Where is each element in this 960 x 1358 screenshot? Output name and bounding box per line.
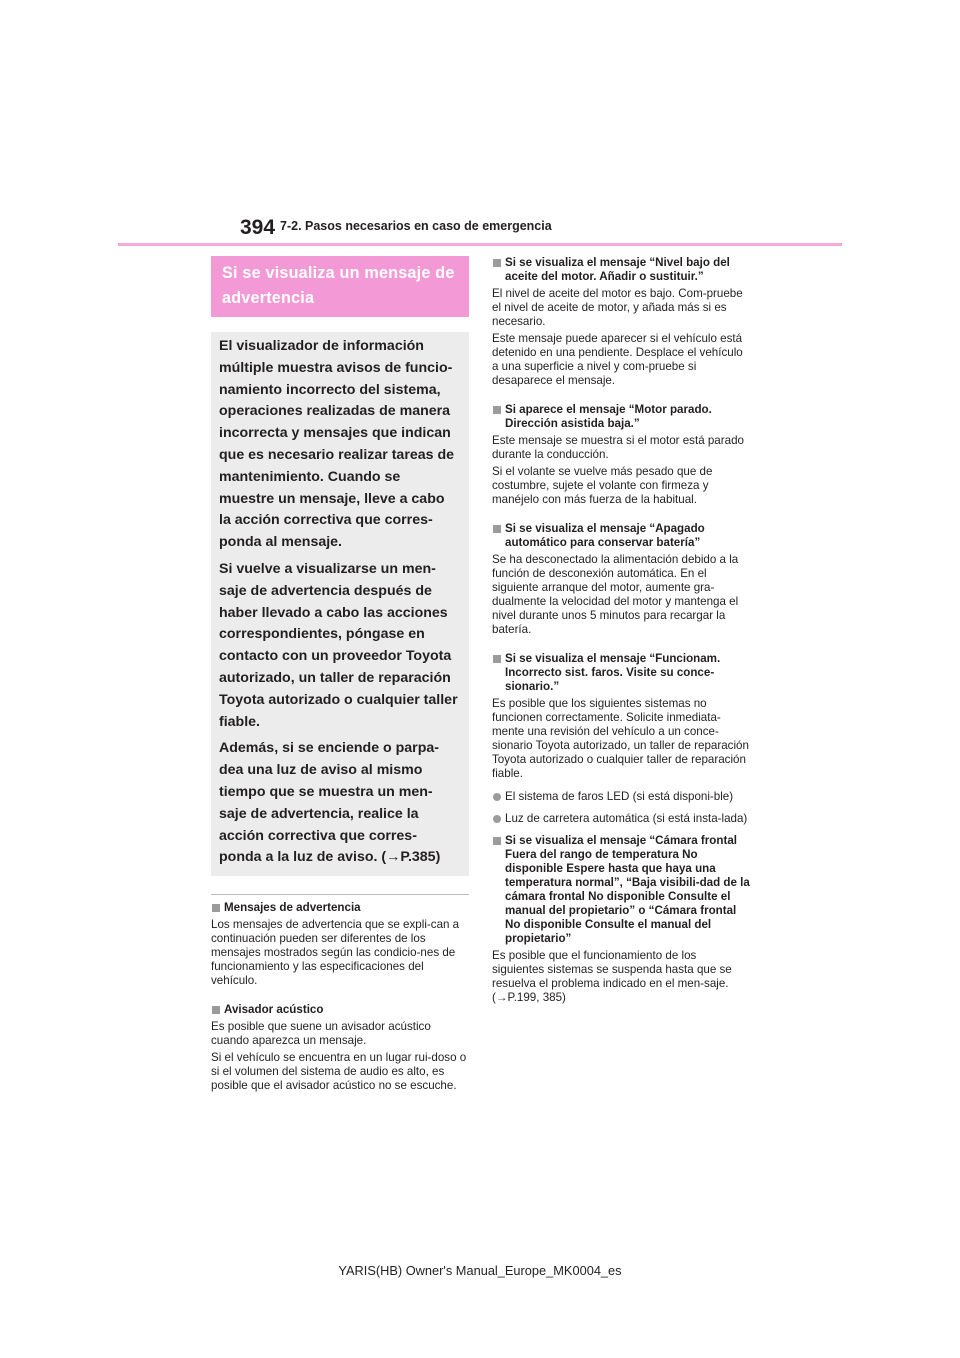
square-bullet-icon <box>212 904 220 912</box>
block-heading: Si aparece el mensaje “Motor parado. Dirección asistida baja.” <box>492 403 750 431</box>
section-title: 7-2. Pasos necesarios en caso de emergencia <box>280 219 552 233</box>
body-paragraph: Este mensaje puede aparecer si el vehículo está detenido en una pendiente. Desplace el vehículo a una superficie a nivel y com-pruebe si desaparece el mensaje. <box>492 332 743 387</box>
body-paragraph: Se ha desconectado la alimentación debido a la función de desconexión automática. En el siguiente arranque del motor, aumente gra-dualmente la velocidad del motor y mantenga el nivel durante unos 5 minutos para recargar la batería. <box>492 553 739 636</box>
body-paragraph: Los mensajes de advertencia que se expli-can a continuación pueden ser diferentes de los mensajes mostrados según las condicio-nes de funcionamiento y las especificaciones del vehículo. <box>211 918 460 988</box>
header-rule <box>118 243 842 246</box>
callout-paragraph: Si vuelve a visualizarse un men-saje de advertencia después de haber llevado a cabo las acciones correspondientes, póngase en contacto con un proveedor Toyota autorizado, un taller de reparación Toyota autorizado o cualquier taller fiable. <box>219 560 458 730</box>
intro-callout <box>211 332 469 876</box>
section-banner: Si se visualiza un mensaje de advertencia <box>211 256 469 317</box>
block-heading: Mensajes de advertencia <box>211 901 469 915</box>
info-block <box>492 522 750 637</box>
circle-bullet-icon <box>493 815 501 823</box>
info-block <box>492 403 750 507</box>
square-bullet-icon <box>212 1006 220 1014</box>
body-paragraph: Si el vehículo se encuentra en un lugar rui-doso o si el volumen del sistema de audio es alto, es posible que el avisador acústico no se escuche. <box>211 1051 467 1093</box>
list-item: Luz de carretera automática (si está insta-lada) <box>492 812 750 826</box>
circle-bullet-icon <box>493 793 501 801</box>
footer-manual-id: YARIS(HB) Owner's Manual_Europe_MK0004_es <box>338 1263 622 1278</box>
info-block <box>492 256 750 388</box>
info-block <box>492 834 750 1005</box>
body-paragraph: Este mensaje se muestra si el motor está parado durante la conducción. <box>492 434 744 461</box>
square-bullet-icon <box>493 655 501 663</box>
body-paragraph: Es posible que suene un avisador acústico cuando aparezca un mensaje. <box>211 1020 431 1048</box>
body-paragraph: Es posible que los siguientes sistemas no funcionen correctamente. Solicite inmediata-mente una revisión del vehículo a un conce-sionario Toyota autorizado, un taller de reparación Toyota autorizado o cualquier taller de reparación fiable. <box>492 697 749 780</box>
right-column <box>492 256 750 1008</box>
square-bullet-icon <box>493 837 501 845</box>
page-number: 394 <box>240 216 276 239</box>
block-heading: Si se visualiza el mensaje “Apagado automático para conservar batería” <box>492 522 750 550</box>
info-block <box>211 901 469 988</box>
left-column <box>211 256 469 1096</box>
body-paragraph: Si el volante se vuelve más pesado que de costumbre, sujete el volante con firmeza y manéjelo con más fuerza de la habitual. <box>492 465 713 506</box>
list-item: El sistema de faros LED (si está disponi-ble) <box>492 790 750 804</box>
block-heading: Si se visualiza el mensaje “Cámara frontal Fuera del rango de temperatura No disponible Espere hasta que haya una temperatura normal”, “Baja visibili-dad de la cámara frontal No disponible Consulte el manual del propietario” o “Cámara frontal No disponible Consulte el manual del propietario” <box>492 834 750 946</box>
section-divider <box>211 894 469 895</box>
callout-paragraph: El visualizador de información múltiple muestra avisos de funcio-namiento incorrecto del sistema, operaciones realizadas de manera incorrecta y mensajes que indican que es necesario realizar tareas de mantenimiento. Cuando se muestre un mensaje, lleve a cabo la acción correctiva que corres-ponda al mensaje. <box>219 338 455 551</box>
square-bullet-icon <box>493 525 501 533</box>
info-block <box>492 652 750 826</box>
block-heading: Si se visualiza el mensaje “Nivel bajo del aceite del motor. Añadir o sustituir.” <box>492 256 750 284</box>
callout-paragraph: Además, si se enciende o parpa-dea una luz de aviso al mismo tiempo que se muestra un men-saje de advertencia, realice la acción correctiva que corres-ponda a la luz de aviso. (→P.385) <box>219 740 441 866</box>
body-paragraph: Es posible que el funcionamiento de los siguientes sistemas se suspenda hasta que se resuelva el problema indicado en el men-saje. (→P.199, 385) <box>492 949 732 1004</box>
info-block <box>211 1003 469 1093</box>
block-heading: Si se visualiza el mensaje “Funcionam. Incorrecto sist. faros. Visite su conce-sionario.” <box>492 652 750 694</box>
square-bullet-icon <box>493 259 501 267</box>
block-heading: Avisador acústico <box>211 1003 469 1017</box>
square-bullet-icon <box>493 406 501 414</box>
body-paragraph: El nivel de aceite del motor es bajo. Com-pruebe el nivel de aceite de motor, y añada más si es necesario. <box>492 287 743 328</box>
